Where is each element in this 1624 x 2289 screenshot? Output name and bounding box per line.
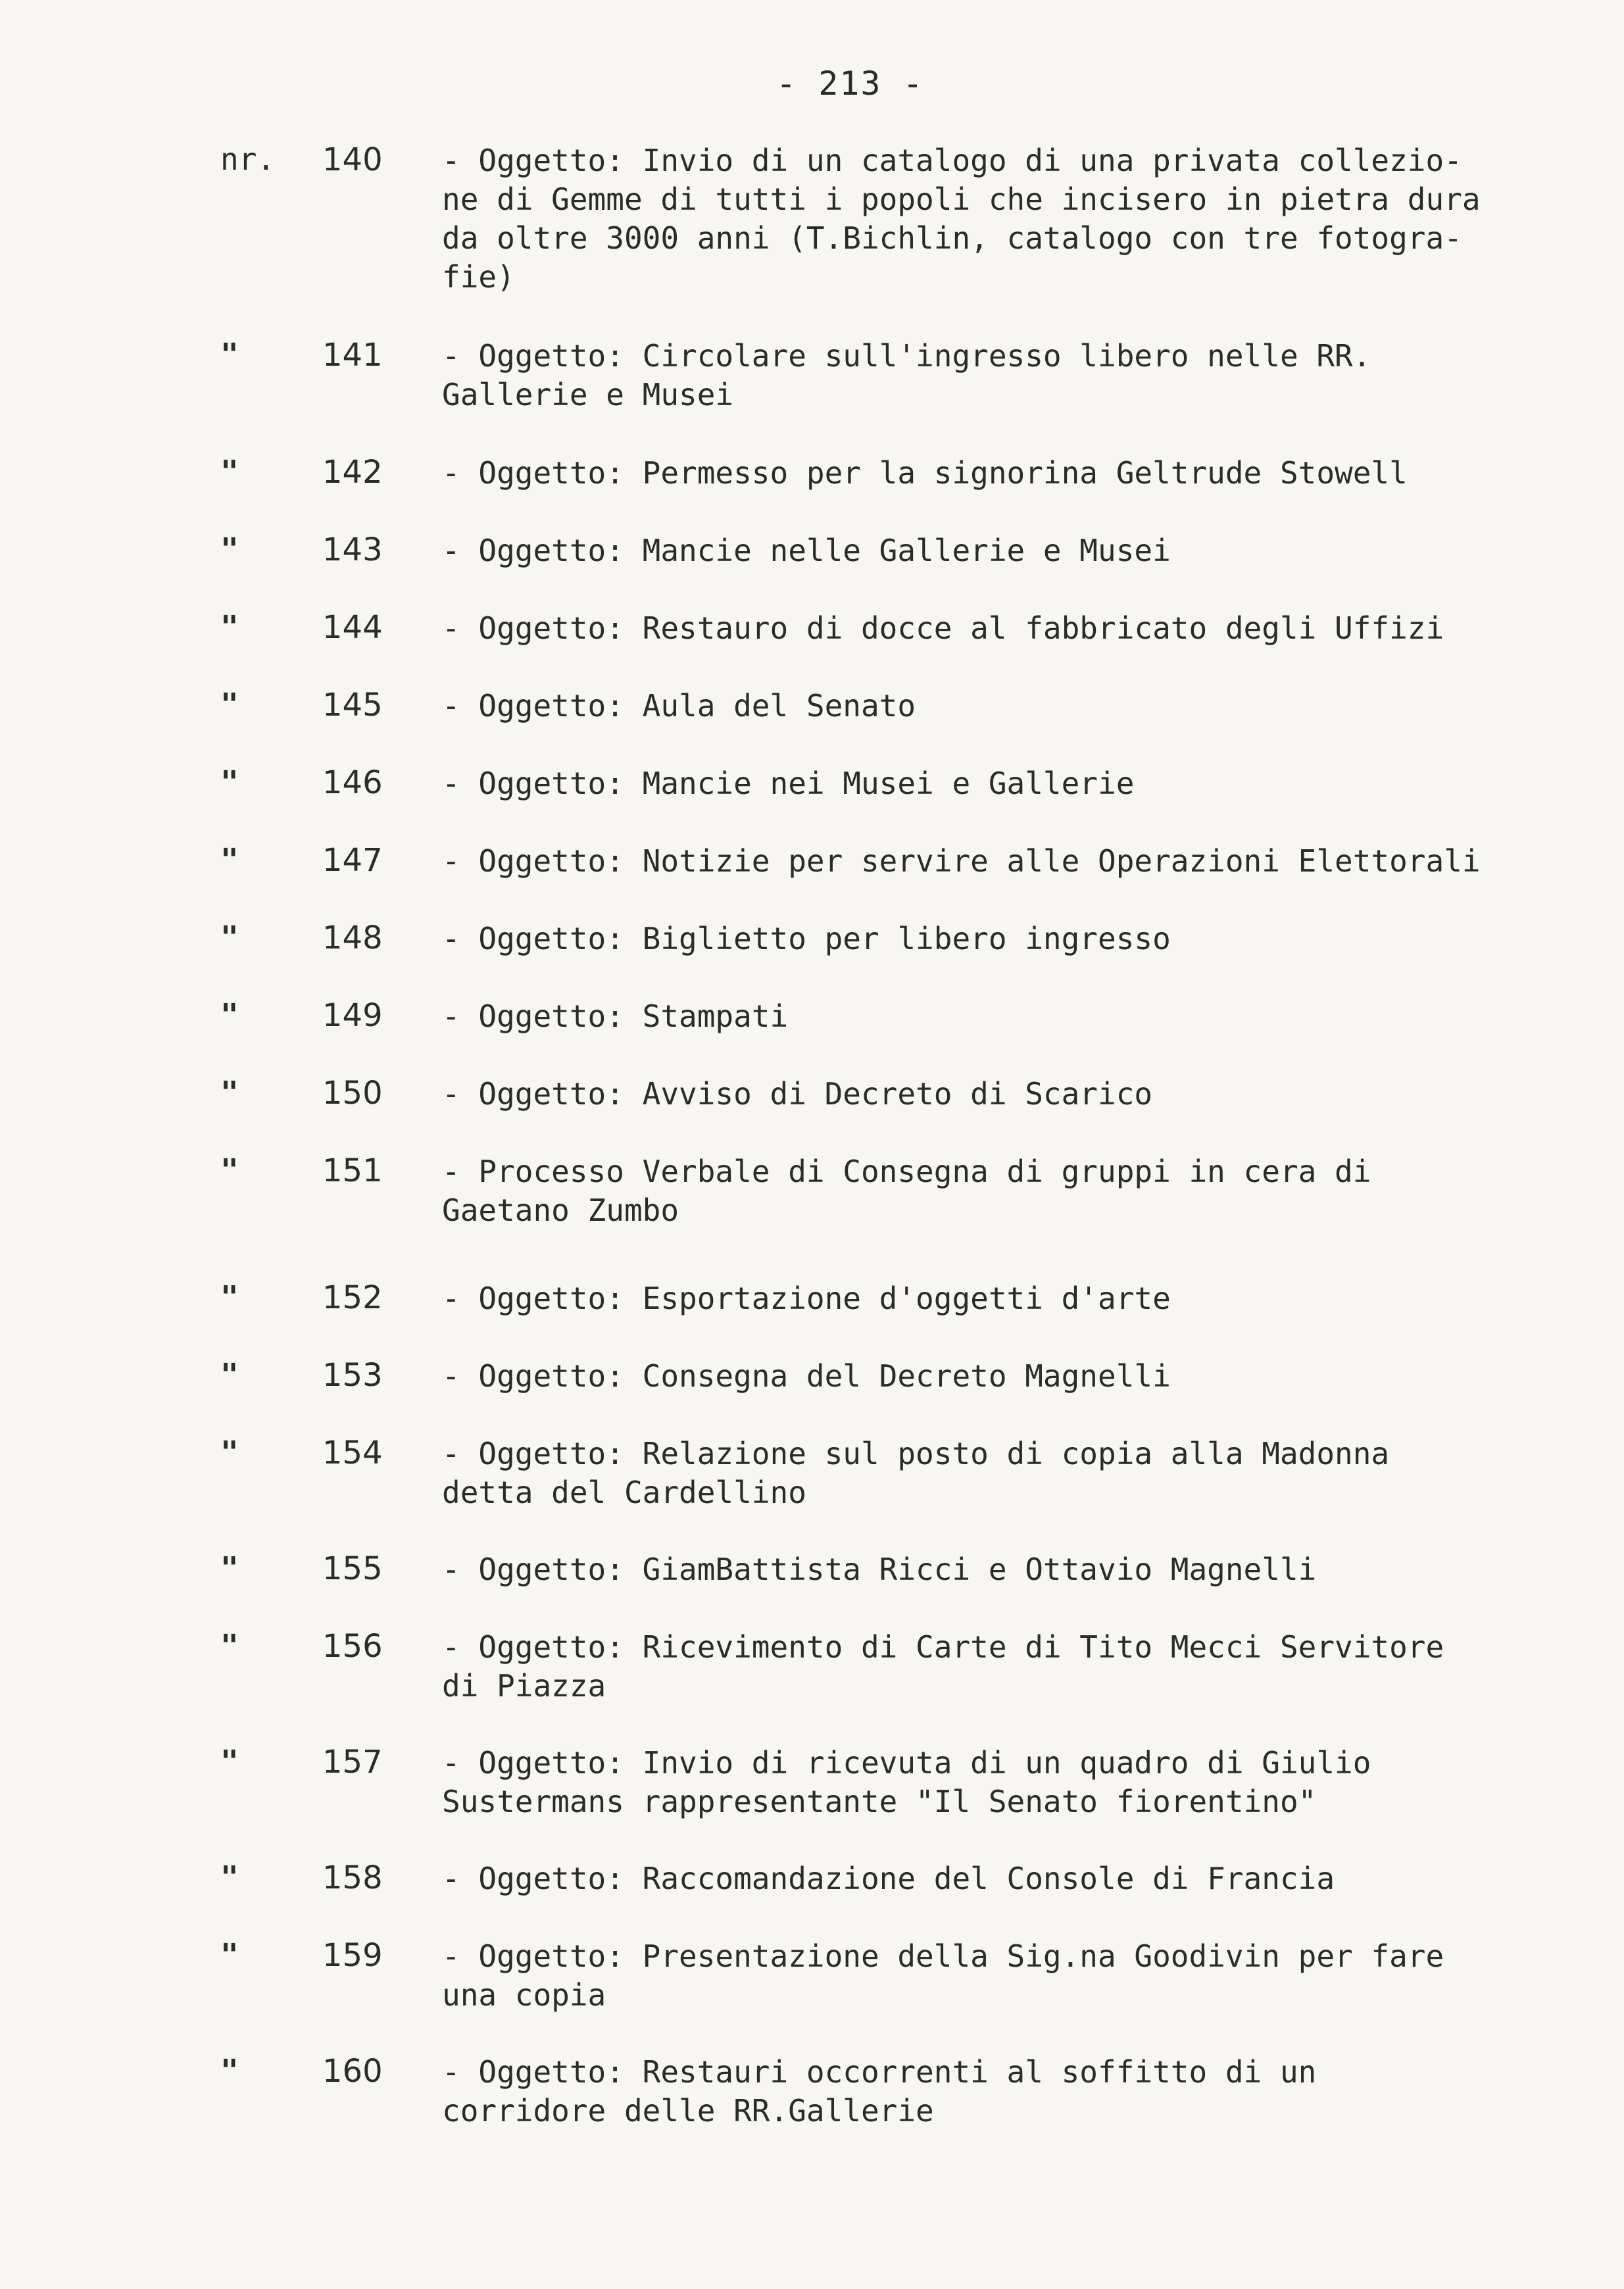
entry-text: [442, 1152, 1587, 1230]
entry-line: - Oggetto: Presentazione della Sig.na Goodivin per fare: [442, 1938, 1444, 1974]
entry-line: - Oggetto: Restauri occorrenti al soffitto di un: [442, 2054, 1317, 2090]
entry-text: [442, 141, 1587, 297]
ditto-marker: ": [220, 842, 239, 877]
ditto-marker: ": [220, 454, 239, 489]
ditto-marker: ": [220, 1435, 239, 1470]
entry-line: di Piazza: [442, 1668, 606, 1704]
nr-marker: nr.: [220, 141, 276, 177]
entry-number: 150: [322, 1075, 383, 1112]
ditto-marker: ": [220, 2053, 239, 2088]
ditto-marker: ": [220, 764, 239, 800]
entry-line: - Oggetto: Aula del Senato: [442, 688, 916, 724]
entry-number: 141: [322, 337, 383, 374]
entry-text: [442, 1279, 1587, 1318]
entry-line: - Oggetto: Notizie per servire alle Operazioni Elettorali: [442, 843, 1481, 879]
entry-line: - Oggetto: Raccomandazione del Console di Francia: [442, 1861, 1335, 1896]
entry-text: [442, 1075, 1587, 1114]
entry-text: [442, 1550, 1587, 1589]
entry-line: detta del Cardellino: [442, 1475, 806, 1510]
ditto-marker: ": [220, 1152, 239, 1188]
entry-line: - Oggetto: Consegna del Decreto Magnelli: [442, 1358, 1171, 1394]
entry-text: [442, 454, 1587, 493]
ditto-marker: ": [220, 1859, 239, 1895]
ditto-marker: ": [220, 1550, 239, 1586]
entry-line: Gaetano Zumbo: [442, 1193, 679, 1228]
entry-text: [442, 531, 1587, 570]
ditto-marker: ": [220, 531, 239, 567]
entry-number: 158: [322, 1859, 383, 1896]
entry-number: 157: [322, 1744, 383, 1781]
entry-text: [442, 687, 1587, 726]
page-number: - 213 -: [776, 64, 924, 103]
entry-line: - Oggetto: GiamBattista Ricci e Ottavio Magnelli: [442, 1552, 1317, 1587]
entry-line: - Oggetto: Stampati: [442, 998, 789, 1034]
entry-line: - Oggetto: Esportazione d'oggetti d'arte: [442, 1281, 1171, 1316]
entry-line: - Oggetto: Mancie nelle Gallerie e Musei: [442, 533, 1171, 568]
entry-number: 153: [322, 1357, 383, 1394]
entry-number: 159: [322, 1937, 383, 1974]
entry-line: - Processo Verbale di Consegna di gruppi in cera di: [442, 1154, 1371, 1189]
ditto-marker: ": [220, 1357, 239, 1392]
entry-text: [442, 2053, 1587, 2130]
entry-line: - Oggetto: Circolare sull'ingresso libero nelle RR.: [442, 338, 1371, 374]
entry-line: Gallerie e Musei: [442, 377, 734, 412]
entry-line: - Oggetto: Mancie nei Musei e Gallerie: [442, 766, 1135, 801]
ditto-marker: ": [220, 1937, 239, 1973]
entry-line: - Oggetto: Relazione sul posto di copia alla Madonna: [442, 1436, 1390, 1471]
entry-number: 148: [322, 920, 383, 956]
entry-text: [442, 1937, 1587, 2015]
entry-text: [442, 1859, 1587, 1898]
entry-line: - Oggetto: Permesso per la signorina Geltrude Stowell: [442, 455, 1408, 491]
entry-line: ne di Gemme di tutti i popoli che incisero in pietra dura: [442, 182, 1481, 217]
entry-number: 144: [322, 609, 383, 646]
entry-number: 156: [322, 1628, 383, 1665]
entry-number: 160: [322, 2053, 383, 2090]
ditto-marker: ": [220, 1744, 239, 1779]
entry-line: una copia: [442, 1977, 606, 2013]
entry-number: 145: [322, 687, 383, 724]
entry-line: - Oggetto: Biglietto per libero ingresso: [442, 921, 1171, 956]
ditto-marker: ": [220, 1075, 239, 1110]
entry-text: [442, 609, 1587, 648]
entry-line: Sustermans rappresentante "Il Senato fiorentino": [442, 1784, 1317, 1819]
entry-number: 152: [322, 1279, 383, 1316]
entry-text: [442, 842, 1587, 881]
ditto-marker: ": [220, 920, 239, 955]
entry-line: - Oggetto: Invio di ricevuta di un quadro di Giulio: [442, 1745, 1371, 1781]
entry-text: [442, 1435, 1587, 1512]
entry-number: 146: [322, 764, 383, 801]
entry-text: [442, 997, 1587, 1036]
entry-text: [442, 764, 1587, 803]
entry-number: 143: [322, 531, 383, 568]
entry-number: 142: [322, 454, 383, 491]
entry-text: [442, 337, 1587, 414]
entry-line: - Oggetto: Invio di un catalogo di una privata collezio-: [442, 143, 1462, 178]
entry-line: da oltre 3000 anni (T.Bichlin, catalogo con tre fotogra-: [442, 220, 1462, 256]
entry-line: - Oggetto: Restauro di docce al fabbricato degli Uffizi: [442, 610, 1444, 646]
entry-number: 140: [322, 141, 383, 178]
entry-line: - Oggetto: Avviso di Decreto di Scarico: [442, 1076, 1153, 1112]
ditto-marker: ": [220, 1628, 239, 1663]
ditto-marker: ": [220, 337, 239, 372]
entry-text: [442, 1744, 1587, 1821]
entry-text: [442, 1628, 1587, 1706]
entry-number: 151: [322, 1152, 383, 1189]
entry-text: [442, 1357, 1587, 1396]
entry-line: fie): [442, 259, 515, 295]
entry-line: corridore delle RR.Gallerie: [442, 2093, 934, 2129]
entry-number: 147: [322, 842, 383, 879]
entry-text: [442, 920, 1587, 958]
ditto-marker: ": [220, 609, 239, 645]
ditto-marker: ": [220, 997, 239, 1033]
entry-number: 149: [322, 997, 383, 1034]
entry-number: 155: [322, 1550, 383, 1587]
ditto-marker: ": [220, 1279, 239, 1315]
entry-number: 154: [322, 1435, 383, 1471]
entry-line: - Oggetto: Ricevimento di Carte di Tito Mecci Servitore: [442, 1629, 1444, 1665]
ditto-marker: ": [220, 687, 239, 722]
